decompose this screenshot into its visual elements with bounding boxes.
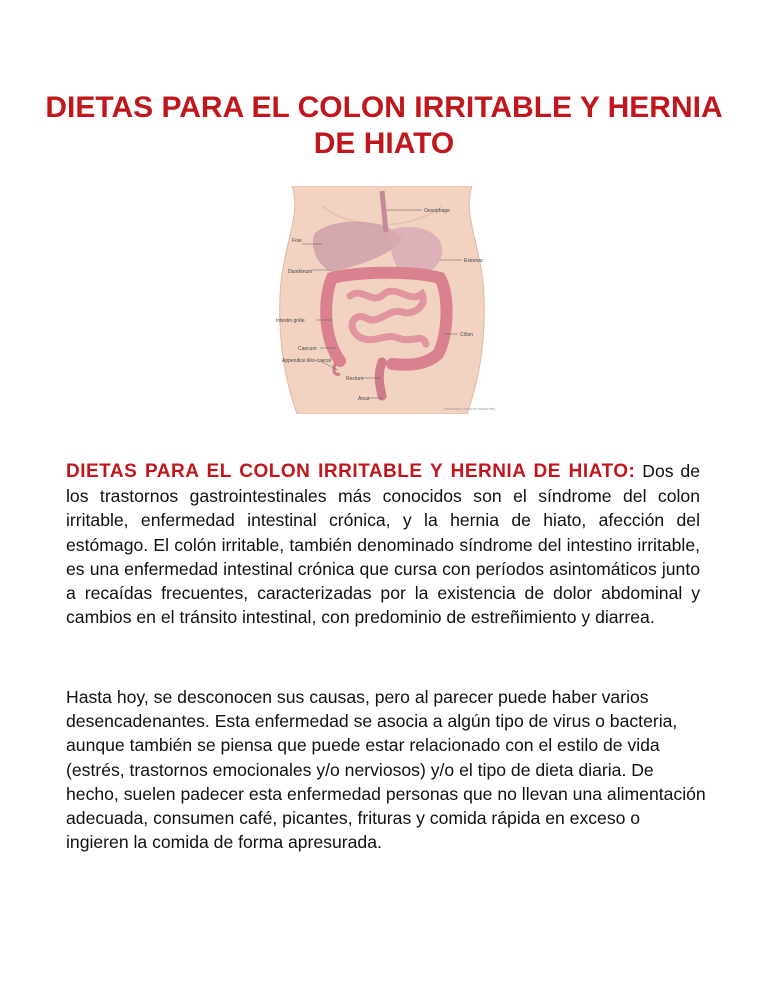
label-foie: Foie — [292, 238, 302, 244]
label-anus: Anus — [358, 396, 370, 402]
label-estomac: Estomac — [464, 258, 484, 264]
label-intestin-grele: Intestin grêle — [276, 318, 305, 324]
label-caecum: Caecum — [298, 346, 317, 352]
label-duodenum: Duodénum — [288, 269, 313, 275]
digestive-system-illustration — [262, 186, 500, 414]
intro-paragraph — [66, 459, 700, 629]
causes-paragraph: Hasta hoy, se desconocen sus causas, pero al parecer puede haber varios desencadenantes. Esta enfermedad se asocia a algún tipo de virus o bacteria, aunque también se piensa que puede estar relacionado con el estilo de vida (estrés, trastornos emocionales y/o nerviosos) y/o el tipo de dieta diaria. De hecho, suelen padecer esta enfermedad personas que no llevan una alimentación adecuada, consumen café, picantes, frituras y comida rápida en exceso o ingieren la comida de forma apresurada. — [66, 687, 706, 853]
label-colon: Côlon — [460, 332, 474, 338]
label-oesophage: Oesophage — [424, 208, 450, 214]
label-appendice: Appendice iléo-caecal — [282, 358, 331, 364]
label-rectum: Rectum — [346, 376, 364, 382]
intro-paragraph-body: Dos de los trastornos gastrointestinales más conocidos son el síndrome del colon irritable, enfermedad intestinal crónica, y la hernia de hiato, afección del estómago. El colón irritable, también denominado síndrome del intestino irritable, es una enfermedad intestinal crónica que cursa con períodos asintomáticos junto a recaídas frecuentes, caracterizadas por la existencia de dolor abdominal y cambios en el tránsito intestinal, con predominio de estreñimiento y diarrea. — [66, 461, 700, 628]
document-title: DIETAS PARA EL COLON IRRITABLE Y HERNIA DE HIATO — [45, 91, 723, 160]
intro-lead-heading: DIETAS PARA EL COLON IRRITABLE Y HERNIA DE HIATO: — [66, 461, 636, 482]
image-watermark: Illustration (source inconnue) — [444, 406, 496, 411]
